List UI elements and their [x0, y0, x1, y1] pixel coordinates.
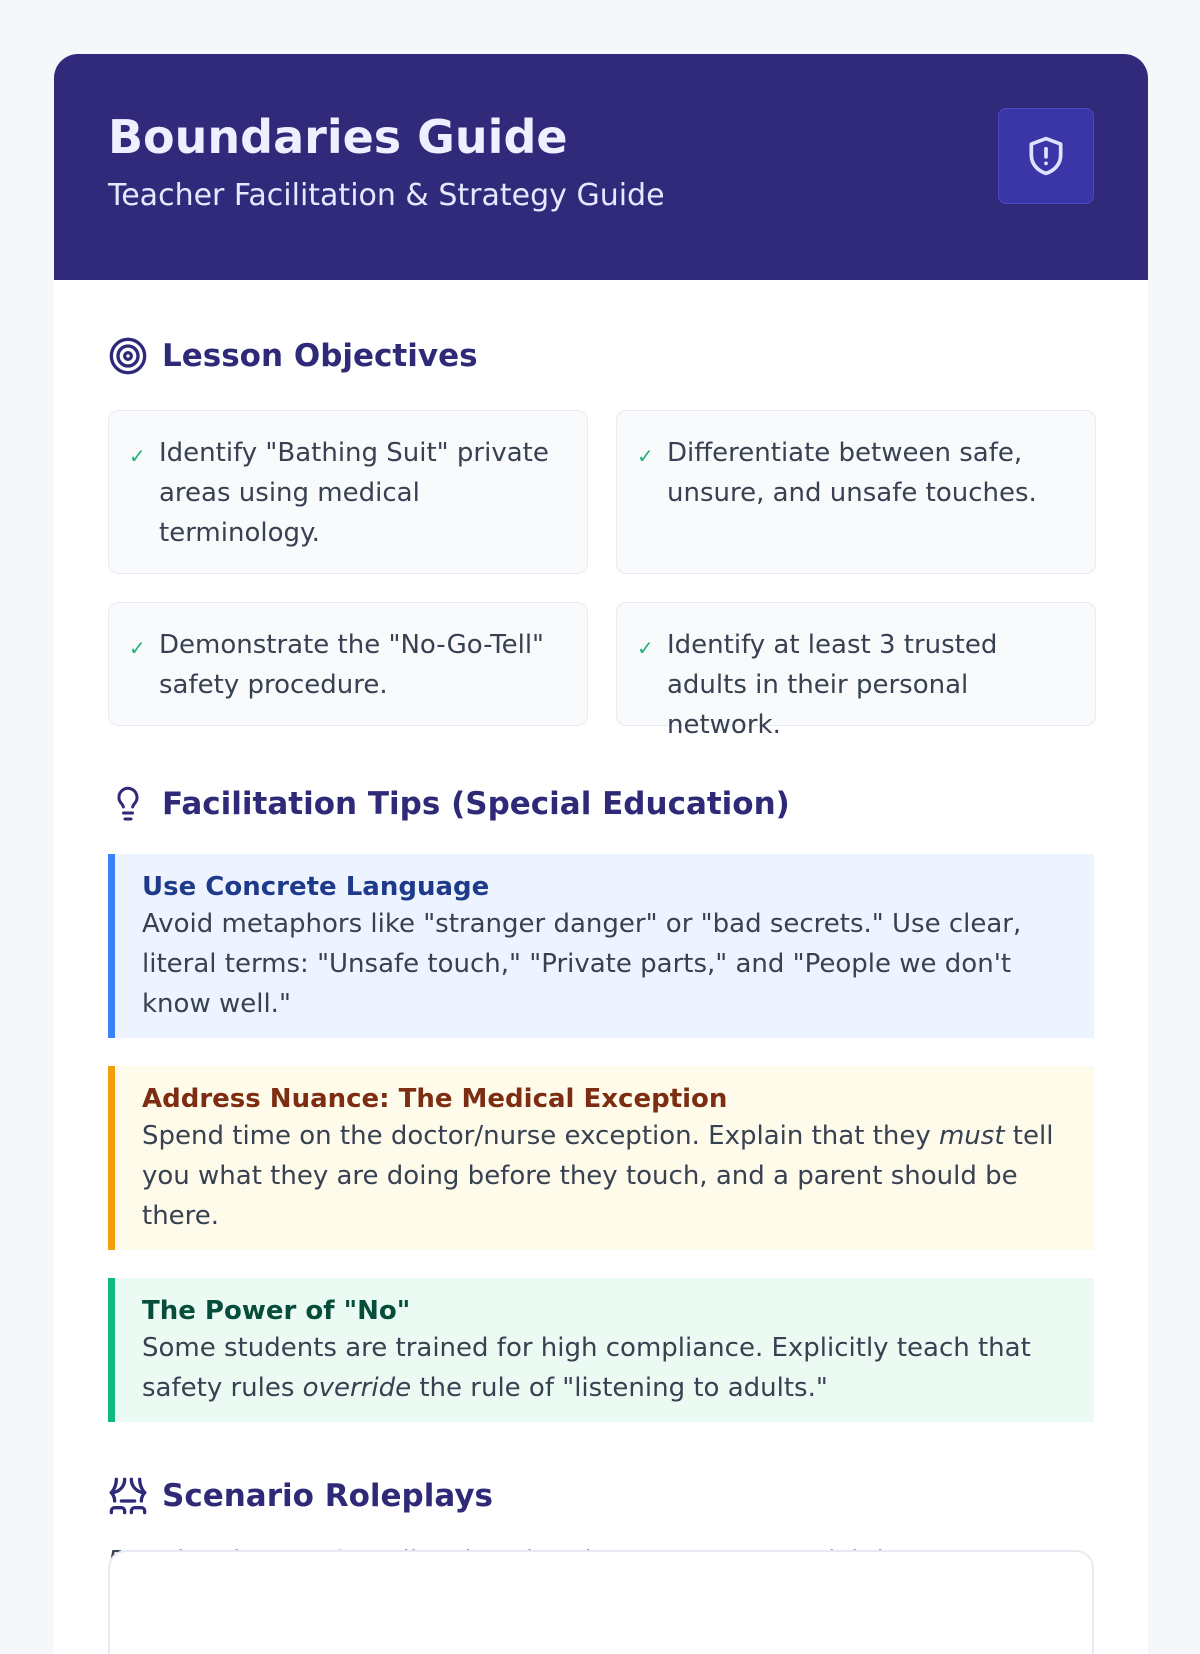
theater-icon	[108, 1476, 148, 1516]
tip-body-text: tell you what they are doing before they touch, and a parent should be there.	[142, 1121, 1054, 1231]
tip-body-emphasis: must	[938, 1121, 1005, 1151]
tip-body-emphasis: override	[302, 1373, 412, 1403]
page-title: Boundaries Guide	[108, 110, 568, 164]
check-icon: ✓	[637, 444, 654, 468]
tip-title: The Power of "No"	[142, 1296, 411, 1326]
shield-alert-button[interactable]	[998, 108, 1094, 204]
objective-item	[616, 602, 1096, 740]
tip-medical-exception	[108, 1066, 1094, 1250]
tips-title: Facilitation Tips (Special Education)	[162, 786, 790, 822]
check-icon: ✓	[637, 636, 654, 660]
check-icon: ✓	[129, 444, 146, 468]
scenario-card	[108, 1550, 1094, 1654]
shield-alert-icon	[1024, 134, 1068, 178]
tip-body-text: Spend time on the doctor/nurse exception. Explain that they	[142, 1121, 939, 1151]
tip-body-text: Some students are trained for high compliance. Explicitly teach that safety rules	[142, 1333, 1031, 1403]
tip-body: Avoid metaphors like "stranger danger" or "bad secrets." Use clear, literal terms: "Unsafe touch," "Private parts," and "People we don't know well."	[142, 909, 1022, 1019]
objective-item	[616, 410, 1096, 574]
objectives-title: Lesson Objectives	[162, 338, 478, 374]
page-subtitle: Teacher Facilitation & Strategy Guide	[108, 178, 665, 213]
lightbulb-icon	[108, 784, 148, 824]
guide-header	[54, 54, 1148, 280]
tips-heading	[108, 784, 1094, 824]
objective-text: Identify at least 3 trusted adults in their personal network.	[667, 630, 998, 740]
check-icon: ✓	[129, 636, 146, 660]
tip-body	[142, 1328, 1068, 1408]
objectives-heading	[108, 336, 1094, 376]
tip-body-text: the rule of "listening to adults."	[411, 1373, 828, 1403]
objective-item	[108, 602, 588, 726]
tip-power-of-no	[108, 1278, 1094, 1422]
target-icon	[108, 336, 148, 376]
objective-text: Differentiate between safe, unsure, and unsafe touches.	[667, 438, 1037, 508]
objective-text: Identify "Bathing Suit" private areas using medical terminology.	[159, 438, 549, 548]
scenarios-title: Scenario Roleplays	[162, 1478, 493, 1514]
objective-text: Demonstrate the "No-Go-Tell" safety procedure.	[159, 630, 545, 700]
objectives-grid	[108, 410, 1094, 740]
scenarios-heading	[108, 1476, 1094, 1516]
objective-item	[108, 410, 588, 574]
guide-card	[54, 54, 1148, 1654]
tip-title: Use Concrete Language	[142, 872, 490, 902]
tip-concrete-language	[108, 854, 1094, 1038]
tip-body	[142, 1116, 1068, 1236]
tip-title: Address Nuance: The Medical Exception	[142, 1084, 728, 1114]
